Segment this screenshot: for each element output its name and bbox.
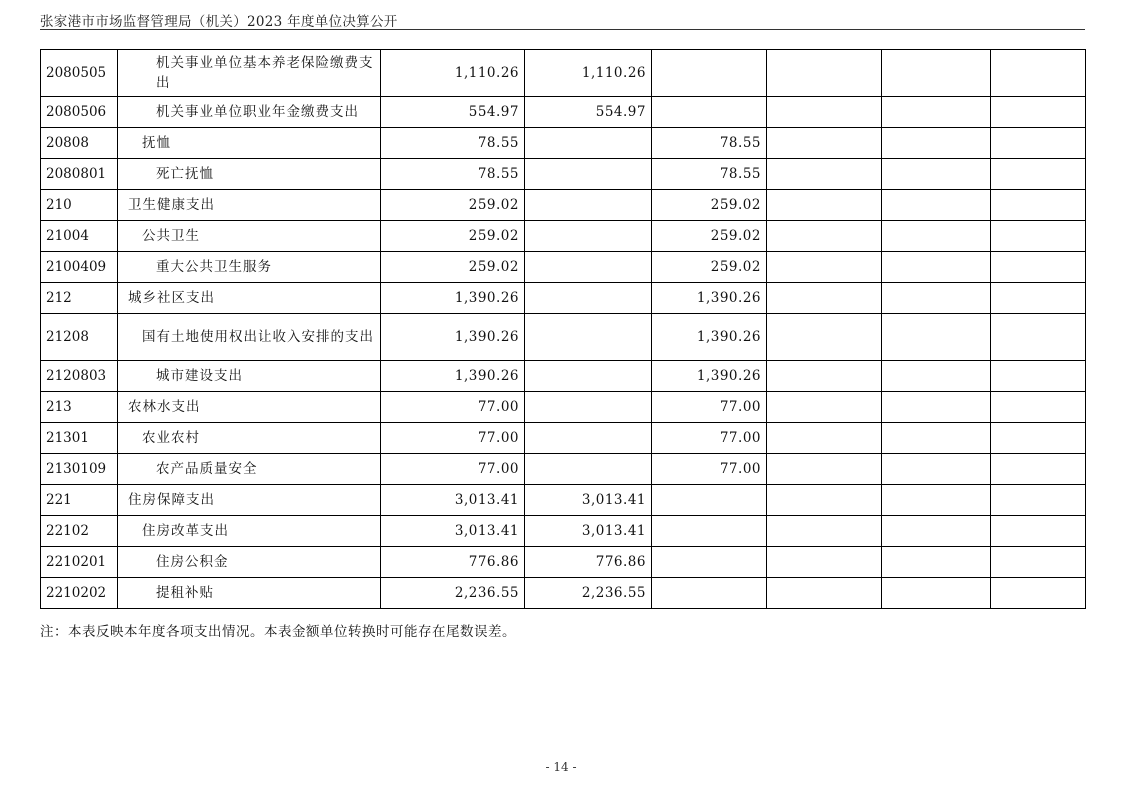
total-amount-cell: 1,390.26 (381, 314, 525, 361)
empty-cell (767, 454, 882, 485)
total-amount-cell: 259.02 (381, 252, 525, 283)
project-expenditure-cell (652, 578, 767, 609)
empty-cell (882, 50, 991, 97)
header-divider (40, 29, 1085, 30)
table-row (41, 423, 1086, 454)
document-header-title: 张家港市市场监督管理局（机关）2023 年度单位决算公开 (40, 14, 398, 30)
total-amount-cell: 1,390.26 (381, 283, 525, 314)
empty-cell (882, 97, 991, 128)
empty-cell (991, 485, 1086, 516)
empty-cell (767, 159, 882, 190)
table-row (41, 547, 1086, 578)
total-amount-cell: 77.00 (381, 454, 525, 485)
total-amount-cell: 78.55 (381, 128, 525, 159)
empty-cell (991, 578, 1086, 609)
subject-code-cell: 22102 (41, 516, 118, 547)
table-row (41, 578, 1086, 609)
empty-cell (882, 547, 991, 578)
subject-name-cell: 农林水支出 (118, 392, 381, 423)
expenditure-table (40, 49, 1086, 609)
subject-name-cell: 机关事业单位职业年金缴费支出 (118, 97, 381, 128)
subject-code-cell: 213 (41, 392, 118, 423)
basic-expenditure-cell: 776.86 (525, 547, 652, 578)
subject-name-cell: 重大公共卫生服务 (118, 252, 381, 283)
project-expenditure-cell: 78.55 (652, 159, 767, 190)
subject-code-cell: 212 (41, 283, 118, 314)
empty-cell (767, 361, 882, 392)
table-row (41, 454, 1086, 485)
subject-code-cell: 210 (41, 190, 118, 221)
subject-name-cell: 住房保障支出 (118, 485, 381, 516)
total-amount-cell: 554.97 (381, 97, 525, 128)
empty-cell (882, 190, 991, 221)
total-amount-cell: 78.55 (381, 159, 525, 190)
empty-cell (767, 314, 882, 361)
empty-cell (882, 128, 991, 159)
subject-name-cell: 城乡社区支出 (118, 283, 381, 314)
project-expenditure-cell: 77.00 (652, 423, 767, 454)
basic-expenditure-cell (525, 454, 652, 485)
project-expenditure-cell: 77.00 (652, 454, 767, 485)
basic-expenditure-cell (525, 128, 652, 159)
empty-cell (767, 190, 882, 221)
total-amount-cell: 77.00 (381, 392, 525, 423)
basic-expenditure-cell (525, 252, 652, 283)
basic-expenditure-cell (525, 392, 652, 423)
empty-cell (991, 252, 1086, 283)
project-expenditure-cell: 77.00 (652, 392, 767, 423)
empty-cell (991, 392, 1086, 423)
empty-cell (991, 516, 1086, 547)
table-row (41, 252, 1086, 283)
empty-cell (767, 50, 882, 97)
table-row (41, 221, 1086, 252)
empty-cell (882, 252, 991, 283)
subject-name-cell: 公共卫生 (118, 221, 381, 252)
subject-code-cell: 2080505 (41, 50, 118, 97)
empty-cell (882, 221, 991, 252)
empty-cell (882, 361, 991, 392)
table-body (41, 50, 1086, 609)
empty-cell (991, 190, 1086, 221)
empty-cell (882, 283, 991, 314)
empty-cell (882, 516, 991, 547)
total-amount-cell: 77.00 (381, 423, 525, 454)
subject-name-cell: 农产品质量安全 (118, 454, 381, 485)
project-expenditure-cell (652, 516, 767, 547)
subject-code-cell: 20808 (41, 128, 118, 159)
empty-cell (991, 361, 1086, 392)
empty-cell (767, 283, 882, 314)
project-expenditure-cell: 1,390.26 (652, 314, 767, 361)
subject-name-cell: 住房改革支出 (118, 516, 381, 547)
subject-code-cell: 21301 (41, 423, 118, 454)
basic-expenditure-cell: 1,110.26 (525, 50, 652, 97)
table-row (41, 190, 1086, 221)
empty-cell (767, 97, 882, 128)
empty-cell (767, 547, 882, 578)
basic-expenditure-cell: 3,013.41 (525, 516, 652, 547)
project-expenditure-cell: 78.55 (652, 128, 767, 159)
empty-cell (991, 423, 1086, 454)
total-amount-cell: 2,236.55 (381, 578, 525, 609)
table-footnote: 注：本表反映本年度各项支出情况。本表金额单位转换时可能存在尾数误差。 (40, 624, 516, 640)
empty-cell (767, 423, 882, 454)
subject-code-cell: 21208 (41, 314, 118, 361)
empty-cell (991, 128, 1086, 159)
subject-code-cell: 2210201 (41, 547, 118, 578)
basic-expenditure-cell (525, 361, 652, 392)
subject-code-cell: 21004 (41, 221, 118, 252)
basic-expenditure-cell (525, 159, 652, 190)
empty-cell (767, 128, 882, 159)
table-row (41, 50, 1086, 97)
empty-cell (882, 578, 991, 609)
table-row (41, 159, 1086, 190)
empty-cell (882, 392, 991, 423)
subject-code-cell: 2120803 (41, 361, 118, 392)
project-expenditure-cell: 259.02 (652, 190, 767, 221)
basic-expenditure-cell (525, 190, 652, 221)
project-expenditure-cell (652, 547, 767, 578)
empty-cell (991, 547, 1086, 578)
empty-cell (767, 578, 882, 609)
basic-expenditure-cell (525, 423, 652, 454)
project-expenditure-cell (652, 97, 767, 128)
total-amount-cell: 3,013.41 (381, 485, 525, 516)
table-row (41, 361, 1086, 392)
basic-expenditure-cell: 3,013.41 (525, 485, 652, 516)
table-row (41, 485, 1086, 516)
empty-cell (882, 159, 991, 190)
page-number: - 14 - (545, 760, 577, 774)
project-expenditure-cell: 1,390.26 (652, 283, 767, 314)
subject-code-cell: 2130109 (41, 454, 118, 485)
project-expenditure-cell (652, 50, 767, 97)
total-amount-cell: 3,013.41 (381, 516, 525, 547)
total-amount-cell: 1,110.26 (381, 50, 525, 97)
empty-cell (767, 392, 882, 423)
empty-cell (767, 221, 882, 252)
basic-expenditure-cell (525, 283, 652, 314)
empty-cell (991, 314, 1086, 361)
subject-name-cell: 抚恤 (118, 128, 381, 159)
table-row (41, 314, 1086, 361)
empty-cell (991, 283, 1086, 314)
subject-name-cell: 城市建设支出 (118, 361, 381, 392)
empty-cell (991, 50, 1086, 97)
total-amount-cell: 259.02 (381, 221, 525, 252)
project-expenditure-cell: 259.02 (652, 252, 767, 283)
empty-cell (882, 485, 991, 516)
empty-cell (767, 252, 882, 283)
subject-name-cell: 提租补贴 (118, 578, 381, 609)
empty-cell (882, 314, 991, 361)
empty-cell (991, 221, 1086, 252)
total-amount-cell: 1,390.26 (381, 361, 525, 392)
basic-expenditure-cell (525, 221, 652, 252)
subject-code-cell: 2080506 (41, 97, 118, 128)
empty-cell (991, 97, 1086, 128)
subject-code-cell: 2080801 (41, 159, 118, 190)
table-row (41, 97, 1086, 128)
subject-code-cell: 2100409 (41, 252, 118, 283)
empty-cell (882, 423, 991, 454)
table-row (41, 516, 1086, 547)
subject-code-cell: 2210202 (41, 578, 118, 609)
basic-expenditure-cell: 554.97 (525, 97, 652, 128)
basic-expenditure-cell (525, 314, 652, 361)
subject-name-cell: 农业农村 (118, 423, 381, 454)
empty-cell (991, 159, 1086, 190)
subject-code-cell: 221 (41, 485, 118, 516)
subject-name-cell: 住房公积金 (118, 547, 381, 578)
project-expenditure-cell: 1,390.26 (652, 361, 767, 392)
empty-cell (882, 454, 991, 485)
subject-name-cell: 机关事业单位基本养老保险缴费支出 (118, 50, 381, 97)
project-expenditure-cell (652, 485, 767, 516)
subject-name-cell: 卫生健康支出 (118, 190, 381, 221)
subject-name-cell: 死亡抚恤 (118, 159, 381, 190)
empty-cell (991, 454, 1086, 485)
basic-expenditure-cell: 2,236.55 (525, 578, 652, 609)
table-row (41, 392, 1086, 423)
subject-name-cell: 国有土地使用权出让收入安排的支出 (118, 314, 381, 361)
project-expenditure-cell: 259.02 (652, 221, 767, 252)
total-amount-cell: 259.02 (381, 190, 525, 221)
empty-cell (767, 485, 882, 516)
table-row (41, 283, 1086, 314)
total-amount-cell: 776.86 (381, 547, 525, 578)
empty-cell (767, 516, 882, 547)
table-row (41, 128, 1086, 159)
